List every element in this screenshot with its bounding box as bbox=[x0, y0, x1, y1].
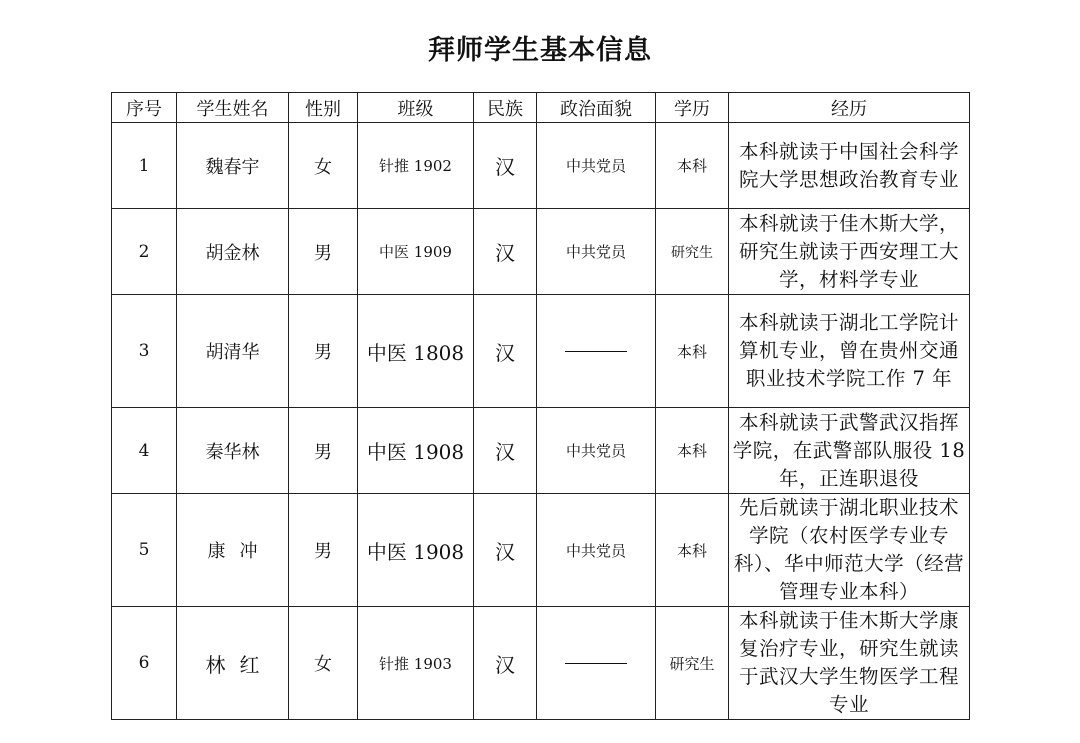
dash-mark bbox=[565, 663, 627, 664]
header-class: 班级 bbox=[358, 93, 474, 123]
cell-gender: 男 bbox=[289, 408, 358, 494]
cell-ethnicity: 汉 bbox=[474, 123, 537, 209]
cell-ethnicity: 汉 bbox=[474, 607, 537, 720]
cell-political: 中共党员 bbox=[537, 209, 656, 295]
table-row bbox=[112, 494, 970, 607]
cell-gender: 女 bbox=[289, 123, 358, 209]
cell-no: 6 bbox=[112, 607, 177, 720]
header-experience: 经历 bbox=[729, 93, 970, 123]
student-info-table bbox=[111, 92, 970, 720]
cell-ethnicity: 汉 bbox=[474, 494, 537, 607]
cell-class: 中医 1808 bbox=[358, 295, 474, 408]
header-political: 政治面貌 bbox=[537, 93, 656, 123]
cell-education: 本科 bbox=[656, 408, 729, 494]
table-row bbox=[112, 607, 970, 720]
cell-experience: 先后就读于湖北职业技术学院（农村医学专业专科）、华中师范大学（经营管理专业本科） bbox=[729, 494, 970, 607]
table-header-row bbox=[112, 93, 970, 123]
cell-class: 针推 1903 bbox=[358, 607, 474, 720]
cell-name: 康冲 bbox=[177, 494, 289, 607]
cell-political: 中共党员 bbox=[537, 408, 656, 494]
header-ethnicity: 民族 bbox=[474, 93, 537, 123]
cell-gender: 男 bbox=[289, 295, 358, 408]
cell-experience: 本科就读于中国社会科学院大学思想政治教育专业 bbox=[729, 123, 970, 209]
cell-gender: 女 bbox=[289, 607, 358, 720]
table-row bbox=[112, 123, 970, 209]
cell-name: 魏春宇 bbox=[177, 123, 289, 209]
header-gender: 性别 bbox=[289, 93, 358, 123]
cell-education: 研究生 bbox=[656, 209, 729, 295]
header-education: 学历 bbox=[656, 93, 729, 123]
cell-no: 1 bbox=[112, 123, 177, 209]
cell-education: 本科 bbox=[656, 295, 729, 408]
cell-experience: 本科就读于佳木斯大学康复治疗专业，研究生就读于武汉大学生物医学工程专业 bbox=[729, 607, 970, 720]
dash-mark bbox=[565, 351, 627, 352]
cell-no: 3 bbox=[112, 295, 177, 408]
cell-ethnicity: 汉 bbox=[474, 209, 537, 295]
header-no: 序号 bbox=[112, 93, 177, 123]
cell-name: 秦华林 bbox=[177, 408, 289, 494]
header-name: 学生姓名 bbox=[177, 93, 289, 123]
cell-name: 胡清华 bbox=[177, 295, 289, 408]
cell-education: 研究生 bbox=[656, 607, 729, 720]
cell-experience: 本科就读于武警武汉指挥学院，在武警部队服役 18 年，正连职退役 bbox=[729, 408, 970, 494]
cell-political: 中共党员 bbox=[537, 123, 656, 209]
cell-experience: 本科就读于湖北工学院计算机专业，曾在贵州交通职业技术学院工作 7 年 bbox=[729, 295, 970, 408]
cell-political bbox=[537, 295, 656, 408]
cell-experience: 本科就读于佳木斯大学，研究生就读于西安理工大学，材料学专业 bbox=[729, 209, 970, 295]
cell-political: 中共党员 bbox=[537, 494, 656, 607]
cell-no: 2 bbox=[112, 209, 177, 295]
cell-name: 胡金林 bbox=[177, 209, 289, 295]
cell-ethnicity: 汉 bbox=[474, 408, 537, 494]
cell-gender: 男 bbox=[289, 209, 358, 295]
cell-name: 林红 bbox=[177, 607, 289, 720]
cell-class: 中医 1908 bbox=[358, 408, 474, 494]
cell-gender: 男 bbox=[289, 494, 358, 607]
cell-ethnicity: 汉 bbox=[474, 295, 537, 408]
cell-political bbox=[537, 607, 656, 720]
cell-class: 针推 1902 bbox=[358, 123, 474, 209]
cell-education: 本科 bbox=[656, 123, 729, 209]
cell-education: 本科 bbox=[656, 494, 729, 607]
table-row bbox=[112, 209, 970, 295]
cell-class: 中医 1909 bbox=[358, 209, 474, 295]
table-row bbox=[112, 295, 970, 408]
cell-no: 4 bbox=[112, 408, 177, 494]
table-row bbox=[112, 408, 970, 494]
cell-class: 中医 1908 bbox=[358, 494, 474, 607]
cell-no: 5 bbox=[112, 494, 177, 607]
document-title: 拜师学生基本信息 bbox=[428, 35, 652, 66]
